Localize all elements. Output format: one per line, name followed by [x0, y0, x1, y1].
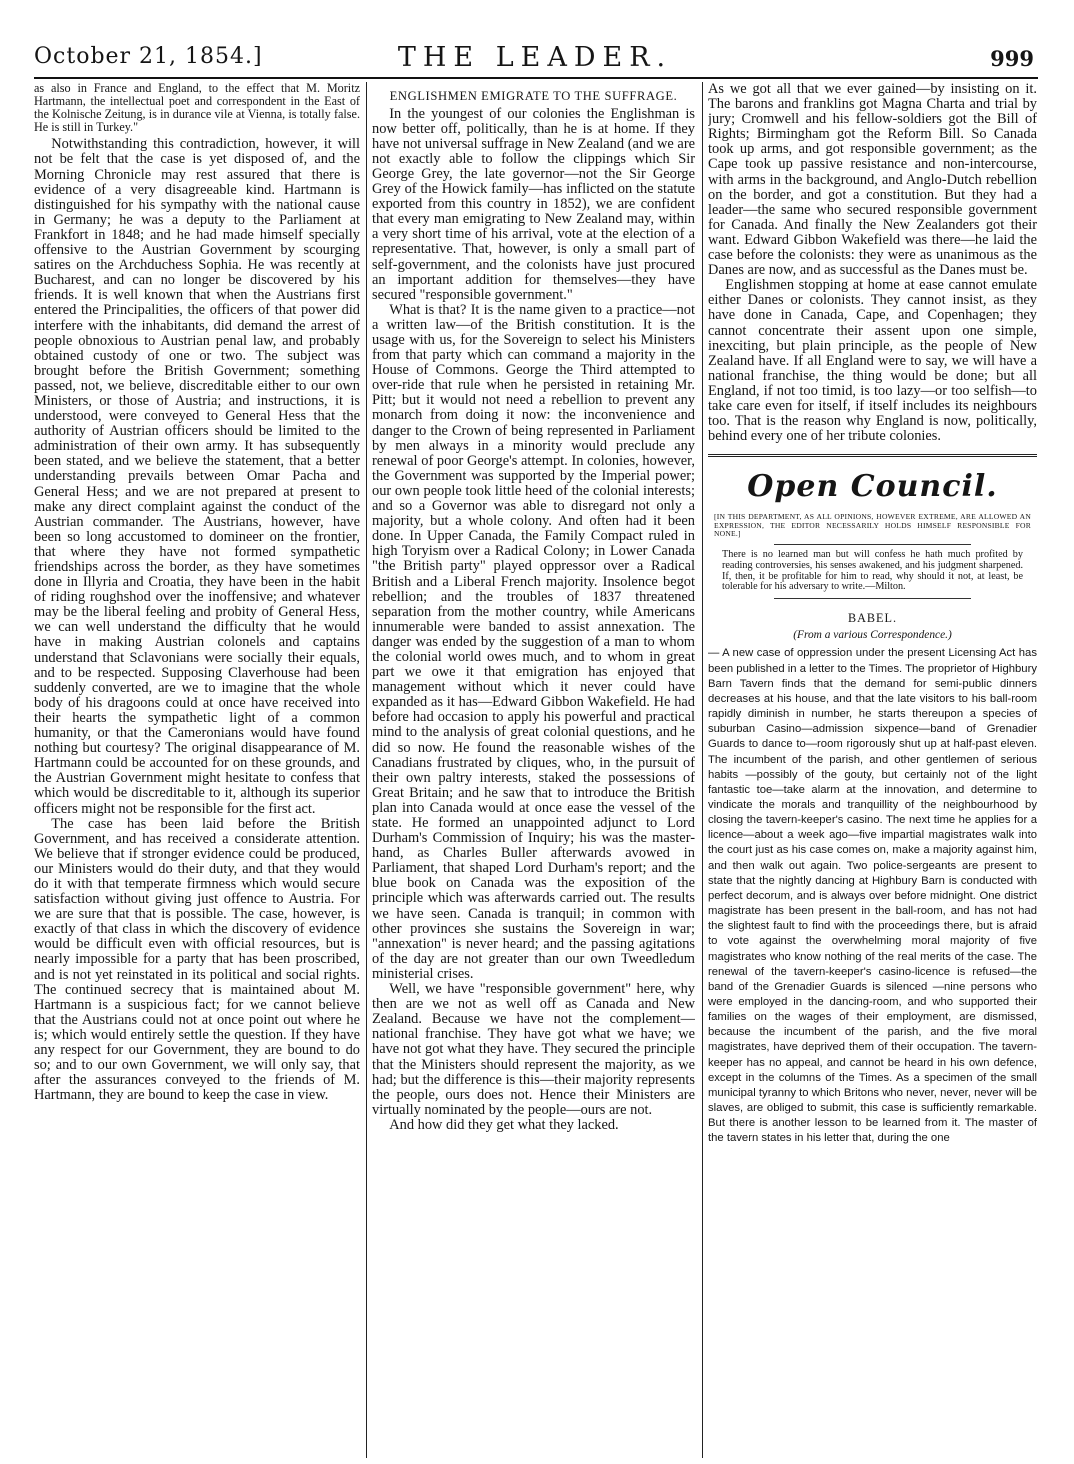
epigraph-quote: There is no learned man but will confess he hath much profited by reading controversies, his senses awakened, and his judgment sharpened. If, then, it be profitable for him to read, why should it not, at least, be tolerable for his adversary to write.—Milton.: [722, 549, 1023, 593]
masthead-rule: [34, 77, 1038, 79]
column-1: [34, 82, 360, 1450]
column-2: [372, 82, 695, 1458]
column-divider: [702, 82, 703, 1458]
paragraph: Notwithstanding this contradiction, however, it will not be felt that the case is yet disposed of, and the Morning Chronicle may rest assured that there is evidence of a very disagreeable kind. Hartmann is distinguished for his sympathy with the national cause in Germany; he was a deputy to the Parliament at Frankfort in 1848; and he had made himself specially offensive to the Austrian Government by scourging satires on the Archduchess Sophia. He was recently at Bucharest, and can no longer be discovered by his friends. It is well known that when the Austrians first entered the Principalities, the officers of that power did interfere with the inhabitants, did demand the arrest of people obnoxious to Austrian penal law, and probably obtained custody of one or two. The subject was brought before the British Government; something passed, not, we believe, discreditable either to our own Ministers, or those of Austria; and instructions, it is understood, were conveyed to General Hess that the authority of Austrian officers should be limited to the administration of their own army. It has subsequently been stated, and we believe the statement, that a better understanding prevails between Omar Pacha and General Hess; and we are not prepared at present to make any direct complaint against the conduct of the Austrian commander. The Austrians, however, have been so long accustomed to domineer on the frontier, that where they have not formed sympathetic friendships across the border, as they have sometimes done in Illyria and Croatia, they have been in the habit of riding roughshod over the inoffensive; and whatever may be the liberal feeling and probity of General Hess, we can well understand the difficulty that he would have in making Austrian colonels and captains understand that Sclavonians were socially their equals, and to be respected. Supposing Claverhouse had been suddenly converted, are we to imagine that the whole body of his dragoons could at once have received into their hearts the sympathetic light of a common humanity, or that the Cameronians would have found nothing but courtesy? The original disappearance of M. Hartmann could be accounted for on these grounds, and the Austrian Government might hesitate to confess that which would be discreditable to it, although its superior officers might not be responsible for the first act.: [34, 136, 360, 817]
letter-title: BABEL.: [848, 611, 897, 626]
paragraph: And how did they get what they lacked.: [389, 1116, 619, 1133]
paragraph: What is that? It is the name given to a practice—not a written law—of the British constitution. It is the usage with us, for the Sovereign to select his Ministers from that party which can command a majority in the House of Commons. George the Third attempted to over-ride that rule when he persisted in retaining Mr. Pitt; but it would not need a rebellion to prevent any monarch from doing it now: the inconvenience and danger to the Crown of being represented in Parliament by men always in a minority would preclude any renewal of poor George's attempt. In colonies, however, the Government was supported by the Imperial power; our own people took little heed of the colonial interests; and so a Governor was able to disregard not only a majority, but a whole colony. And often had it been done. In Upper Canada, the Family Compact ruled in high Toryism over a Radical Colony; in Lower Canada "the British party" played oppressor over a Radical British and a Liberal French majority. Insolence begot rebellion; and the troubles of 1837 threatened separation from the mother country, while Americans innumerable were banded to assist annexation. The danger was ended by the suggestion of a man to whom the colonial world owes much, and to whom in great part we owe it that emigration has enjoyed that management without which it never could have expanded as it has—Edward Gibbon Wakefield. He had before had occasion to apply his powerful and practical mind to the analysis of great colonial questions, and he did so now. He found the reasonable wishes of the Canadians frustrated by cliques, who, in the pursuit of their own paltry interests, staked the possessions of Great Britain; and he saw that to introduce the British plan into Canada would at once ease the vessel of the state. He formed an unappointed adjunct to Lord Durham's Commission of Inquiry; his was the master-hand, as Charles Buller afterwards avowed in Parliament, that shaped Lord Durham's report; and the blue book on Canada was the exposition of the principle which was afterwards carried out. The results we have seen. Canada is tranquil; in common with other provinces she sustains the Sovereign in war; "annexation" is never heard; and the passing agitations of the day are not greater than our own Tweedledum ministerial crises.: [372, 301, 695, 982]
section-divider: [708, 454, 1037, 457]
issue-date: October 21, 1854.]: [34, 44, 263, 69]
divider: [774, 544, 971, 545]
page-number: 999: [990, 46, 1034, 71]
letter-body: — A new case of oppression under the present Licensing Act has been published in a letter to the Times. The proprietor of Highbury Barn Tavern finds that the demand for semi-public dinners decreases at his house, and that the late visitors to his ball-room rapidly diminish in number, he starts thereupon a species of suburban Casino—admission sixpence—band of Grenadier Guards to dance to—room rigorously shut up at half-past eleven. The incumbent of the parish, and other gentlemen of serious habits —possibly of the gouty, but certainly not of the light fantastic toe—take alarm at the innovation, and determine to vindicate the morals and tranquillity of the neighbourhood by closing the tavern-keeper's casino. The next time he applies for a licence—about a week ago—five impartial magistrates walk into the court just as his case comes on, make a majority against him, and then walk out again. Two police-sergeants are present to state that the nightly dancing at Highbury Barn is conducted with perfect decorum, and is always over before midnight. One district magistrate has been present in the ball-room, and has not had the slightest fault to find with the proceedings there, but is afraid to vote against the overwhelming moral majority of five magistrates who know nothing of the real merits of the case. The renewal of the tavern-keeper's casino-licence is refused—the band of the Grenadier Guards is silenced —nine persons who were employed in the dancing-room, and who supported their families on the wages of their employment, are dismissed, because the incumbent of the parish, and the five moral magistrates, have deprived them of their occupation. The tavern-keeper has no appeal, and cannot be heard in his own defence, except in the columns of the Times. As a specimen of the small municipal tyranny to which Britons who never, never, never will be slaves, are obliged to submit, this case is sufficiently remarkable. But there is another lesson to be learned from it. The master of the tavern states in his letter that, during the one: [708, 647, 1037, 1145]
quoted-paragraph: as also in France and England, to the effect that M. Moritz Hartmann, the intellectual poet and correspondent in the East of the Kolnische Zeitung, is in durance vile at Vienna, is totally false. He is still in Turkey.": [34, 82, 360, 135]
department-note: [IN THIS DEPARTMENT, AS ALL OPINIONS, HOWEVER EXTREME, ARE ALLOWED AN EXPRESSION, THE EDITOR NECESSARILY HOLDS HIMSELF RESPONSIBLE FOR NONE.]: [714, 512, 1031, 539]
paragraph: As we got all that we ever gained—by insisting on it. The barons and franklins got Magna Charta and trial by jury; Cromwell and his fellow-soldiers got the Bill of Rights; Birmingham got the Reform Bill. So Canada took up arms, and got responsible government; as the Cape took up passive resistance and non-intercourse, with arms in the background, and Anglo-Dutch rebellion on the border, and got a constitution. But they had a leader—the same who secured responsible government for Canada. And finally the New Zealanders got their want. Edward Gibbon Wakefield was there—he laid the case before the colonists: they were as unanimous as the Danes are now, and as successful as the Danes must be.: [708, 82, 1037, 279]
article-title: ENGLISHMEN EMIGRATE TO THE SUFFRAGE.: [389, 89, 678, 103]
paragraph: Englishmen stopping at home at ease cannot emulate either Danes or colonists. They cannot insist, as they have done in Canada, Cape, and Copenhagen; they cannot concentrate their assent upon one simple, inexciting, but plain principle, as the people of New Zealand have. If all England were to say, we will have a national franchise, the thing would be done; but all England, if not too timid, is too lazy—or too selfish—to take care even for itself, if itself includes its neighbours too. That is the reason why England is now, politically, behind every one of her tribute colonies.: [708, 277, 1037, 445]
paragraph: The case has been laid before the British Government, and has received a considerate attention. We believe that if stronger evidence could be produced, our Ministers would do their duty, and that they would do it with that temperate firmness which would secure satisfaction without giving just offence to Austria. For we are sure that that is possible. The case, however, is exactly of that class in which the discovery of evidence would be difficult even with official resources, but is nearly impossible for a party that has been proscribed, and is not yet reinstated in its political and social rights. The continued secrecy that is maintained about M. Hartmann is a suspicious fact; for we cannot believe that the Austrians could not at once point out where he is; which would entirely settle the question. If they have any respect for our Government, they are bound to do so; and to our own Government, we will only say, that after the assurances conveyed to the friends of M. Hartmann, they are bound to keep the case in view.: [34, 815, 360, 1104]
divider: [774, 598, 971, 599]
paragraph: Well, we have "responsible government" here, why then are we not as well off as Canada and New Zealand. Because we have not the complement—national franchise. They have got what we have; we have not got what they have. They secured the principle that the Ministers should represent the majority, as we had; but the difference is this—their majority represents the people, ours does not. Hence their Ministers are virtually nominated by the people—ours are not.: [372, 981, 695, 1118]
masthead: [30, 38, 1040, 72]
column-divider: [366, 82, 367, 1458]
paragraph: In the youngest of our colonies the Englishman is now better off, politically, than he is at home. If they have not universal suffrage in New Zealand (and we are not exactly able to follow the clippings which Sir George Grey, the late governor—not the Sir George Grey of the Howick family—has inflicted on the statute exported from this country in 1852), we are confident that every man emigrating to New Zealand may, within a very short time of his arrival, vote at the election of a representative. That, however, is only a small part of self-government, and the colonists have just procured an important addition for themselves—they have secured "responsible government.": [372, 105, 695, 303]
column-3: [708, 82, 1037, 1458]
newspaper-title: THE LEADER.: [397, 42, 673, 73]
letter-subtitle: (From a various Correspondence.): [793, 629, 952, 642]
section-title: Open Council.: [747, 469, 998, 505]
